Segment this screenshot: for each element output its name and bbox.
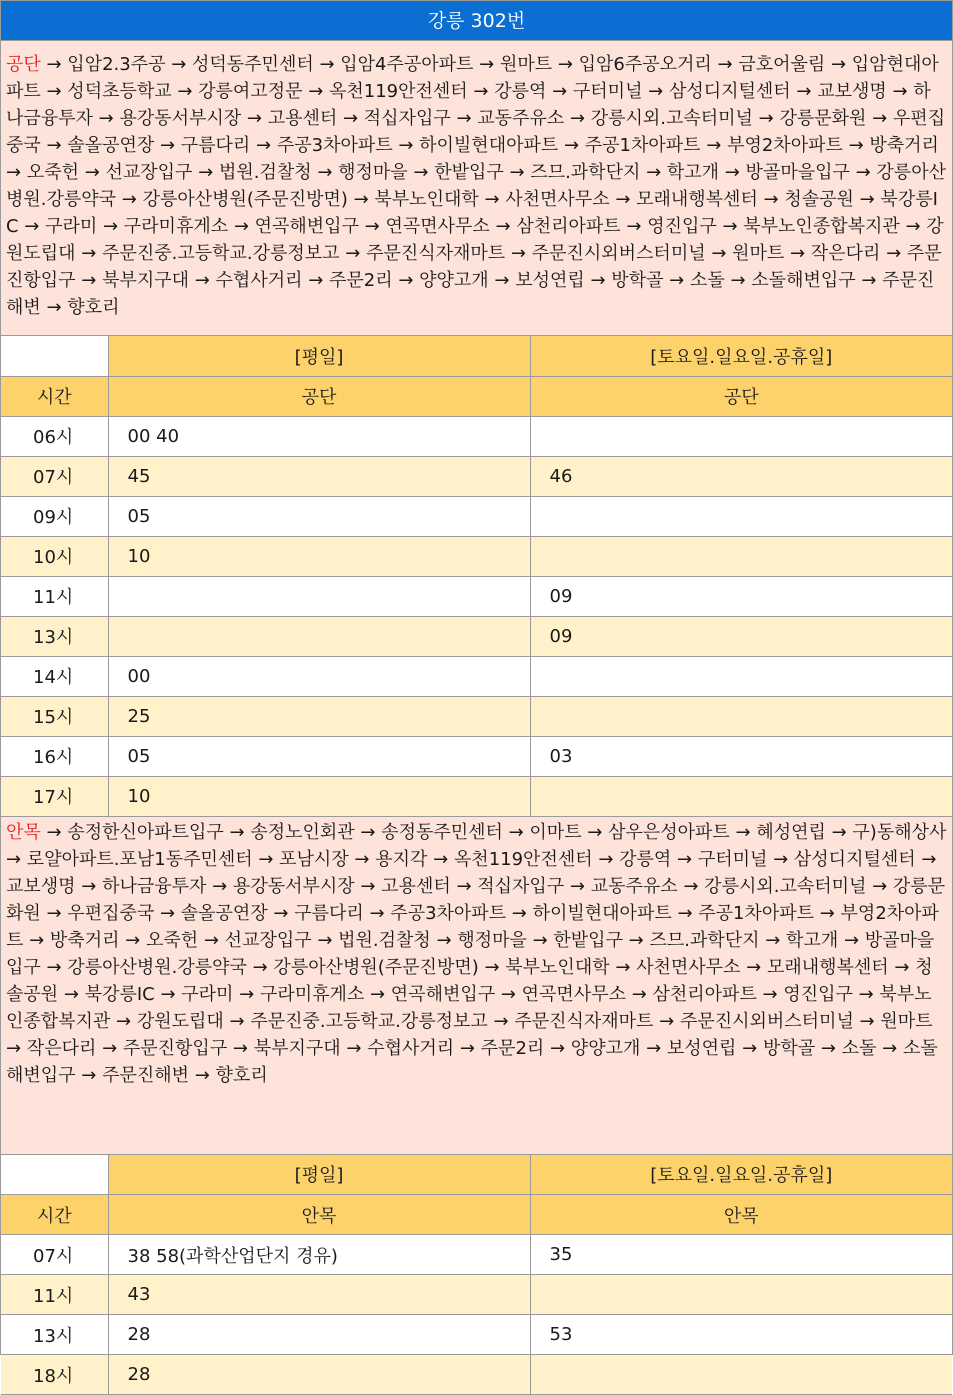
weekday-time-cell: 45 xyxy=(108,456,530,496)
hour-cell: 13시 xyxy=(1,1315,108,1355)
weekday-header: [평일] xyxy=(108,1155,530,1195)
page-title: 강릉 302번 xyxy=(1,1,952,41)
weekday-time-cell: 05 xyxy=(108,736,530,776)
weekday-time-cell: 10 xyxy=(108,536,530,576)
weekend-origin-header: 공단 xyxy=(530,376,952,416)
hour-cell: 11시 xyxy=(1,576,108,616)
weekday-time-cell: 28 xyxy=(108,1315,530,1355)
route-origin: 안목 xyxy=(6,822,41,843)
hour-cell: 18시 xyxy=(1,1355,108,1395)
table-row xyxy=(1,1235,952,1275)
route-stops: → 입암2.3주공 → 성덕동주민센터 → 입암4주공아파트 → 원마트 → 입암6주공오거리 → 금호어울림 → 입암현대아파트 → 성덕초등학교 → 강릉여고정문 → 옥천119안전센터 → 강릉역 → 구터미널 → 삼성디지털센터 → 교보생명 → 하나금융투자 → 용강동서부시장 → 고용센터 → 적십자입구 → 교동주유소 → 강릉시외.고속터미널 → 강릉문화원 → 우편집중국 → 솔올공연장 → 구름다리 → 주공3차아파트 → 하이빌현대아파트 → 주공1차아파트 → 부영2차아파트 → 방축거리 → 오죽헌 → 선교장입구 → 법원.검찰청 → 행정마을 → 한밭입구 → 즈므.과학단지 → 학고개 → 방골마을입구 → 강릉아산병원.강릉약국 → 강릉아산병원(주문진방면) → 북부노인대학 → 사천면사무소 → 모래내행복센터 → 청솔공원 → 북강릉IC → 구라미 → 구라미휴게소 → 연곡해변입구 → 연곡면사무소 → 삼천리아파트 → 영진입구 → 북부노인종합복지관 → 강원도립대 → 주문진중.고등학교.강릉정보고 → 주문진식자재마트 → 주문진시외버스터미널 → 원마트 → 작은다리 → 주문진항입구 → 북부지구대 → 수협사거리 → 주문2리 → 양양고개 → 보성연립 → 방학골 → 소돌 → 소돌해변입구 → 주문진해변 → 향호리 xyxy=(6,54,946,318)
weekend-time-cell xyxy=(530,536,952,576)
weekday-time-cell: 00 40 xyxy=(108,416,530,456)
weekday-time-cell: 10 xyxy=(108,776,530,816)
weekend-time-cell: 09 xyxy=(530,576,952,616)
table-row xyxy=(1,496,952,536)
weekend-time-cell: 53 xyxy=(530,1315,952,1355)
route-stops: → 송정한신아파트입구 → 송정노인회관 → 송정동주민센터 → 이마트 → 삼우은성아파트 → 혜성연립 → 구)동해상사 → 로얄아파트.포남1동주민센터 → 포남시장 → 용지각 → 옥천119안전센터 → 강릉역 → 구터미널 → 삼성디지털센터 → 교보생명 → 하나금융투자 → 용강동서부시장 → 고용센터 → 적십자입구 → 교동주유소 → 강릉시외.고속터미널 → 강릉문화원 → 우편집중국 → 솔올공연장 → 구름다리 → 주공3차아파트 → 하이빌현대아파트 → 주공1차아파트 → 부영2차아파트 → 방축거리 → 오죽헌 → 선교장입구 → 법원.검찰청 → 행정마을 → 한밭입구 → 즈므.과학단지 → 학고개 → 방골마을입구 → 강릉아산병원.강릉약국 → 강릉아산병원(주문진방면) → 북부노인대학 → 사천면사무소 → 모래내행복센터 → 청솔공원 → 북강릉IC → 구라미 → 구라미휴게소 → 연곡해변입구 → 연곡면사무소 → 삼천리아파트 → 영진입구 → 북부노인종합복지관 → 강원도립대 → 주문진중.고등학교.강릉정보고 → 주문진식자재마트 → 주문진시외버스터미널 → 원마트 → 작은다리 → 주문진항입구 → 북부지구대 → 수협사거리 → 주문2리 → 양양고개 → 보성연립 → 방학골 → 소돌 → 소돌해변입구 → 주문진해변 → 향호리 xyxy=(6,822,946,1086)
table-row xyxy=(1,1355,952,1395)
hour-cell: 10시 xyxy=(1,536,108,576)
weekend-origin-header: 안목 xyxy=(530,1195,952,1235)
weekend-header: [토요일.일요일.공휴일] xyxy=(530,1155,952,1195)
weekday-time-cell: 43 xyxy=(108,1275,530,1315)
header-blank-cell xyxy=(1,336,108,376)
table-row xyxy=(1,456,952,496)
table-row xyxy=(1,1315,952,1355)
table-row xyxy=(1,656,952,696)
weekday-time-cell xyxy=(108,576,530,616)
weekend-time-cell xyxy=(530,776,952,816)
weekday-time-cell: 05 xyxy=(108,496,530,536)
weekday-time-cell: 28 xyxy=(108,1355,530,1395)
hour-cell: 17시 xyxy=(1,776,108,816)
weekend-time-cell xyxy=(530,1275,952,1315)
hour-cell: 07시 xyxy=(1,456,108,496)
table-row xyxy=(1,576,952,616)
weekend-time-cell xyxy=(530,416,952,456)
weekend-time-cell: 35 xyxy=(530,1235,952,1275)
weekend-time-cell xyxy=(530,696,952,736)
table-row xyxy=(1,776,952,816)
hour-cell: 07시 xyxy=(1,1235,108,1275)
table-row xyxy=(1,696,952,736)
table-row xyxy=(1,1275,952,1315)
weekend-time-cell: 46 xyxy=(530,456,952,496)
route-origin: 공단 xyxy=(6,54,41,75)
route-description-gongdan xyxy=(1,41,952,336)
hour-cell: 09시 xyxy=(1,496,108,536)
weekend-time-cell xyxy=(530,496,952,536)
weekday-header: [평일] xyxy=(108,336,530,376)
hour-cell: 06시 xyxy=(1,416,108,456)
route-description-anmok xyxy=(1,817,952,1155)
table-row xyxy=(1,616,952,656)
weekday-origin-header: 안목 xyxy=(108,1195,530,1235)
weekend-time-cell: 03 xyxy=(530,736,952,776)
table-row xyxy=(1,416,952,456)
weekday-time-cell: 38 58(과학산업단지 경유) xyxy=(108,1235,530,1275)
table-row xyxy=(1,536,952,576)
weekend-header: [토요일.일요일.공휴일] xyxy=(530,336,952,376)
weekday-origin-header: 공단 xyxy=(108,376,530,416)
weekend-time-cell: 09 xyxy=(530,616,952,656)
weekend-time-cell xyxy=(530,656,952,696)
weekday-time-cell: 00 xyxy=(108,656,530,696)
header-blank-cell xyxy=(1,1155,108,1195)
hour-cell: 11시 xyxy=(1,1275,108,1315)
weekend-time-cell xyxy=(530,1355,952,1395)
hour-cell: 13시 xyxy=(1,616,108,656)
weekday-time-cell xyxy=(108,616,530,656)
time-header: 시간 xyxy=(1,1195,108,1235)
hour-cell: 16시 xyxy=(1,736,108,776)
hour-cell: 14시 xyxy=(1,656,108,696)
timetable-anmok xyxy=(1,1155,952,1395)
timetable-gongdan xyxy=(1,336,952,817)
table-row xyxy=(1,736,952,776)
hour-cell: 15시 xyxy=(1,696,108,736)
weekday-time-cell: 25 xyxy=(108,696,530,736)
time-header: 시간 xyxy=(1,376,108,416)
